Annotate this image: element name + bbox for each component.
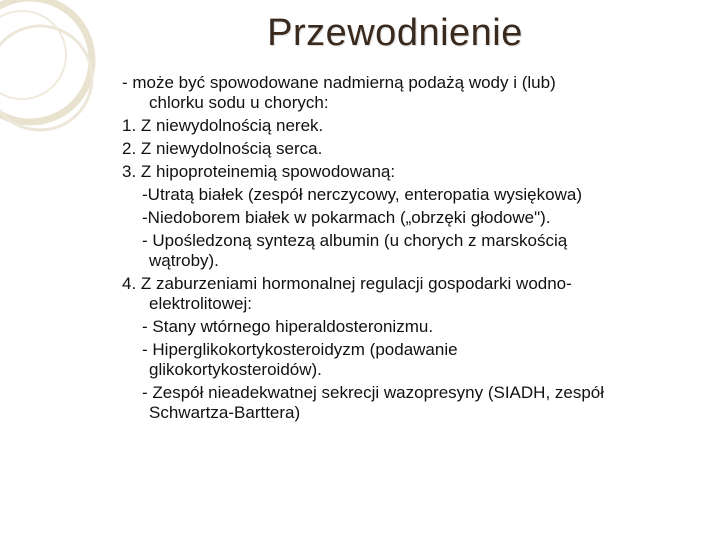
body-line: glikokortykosteroidów). [149, 360, 322, 379]
slide-body [122, 73, 702, 423]
body-line: 2. Z niewydolnością serca. [122, 139, 323, 158]
body-line: -Utratą białek (zespół nerczycowy, enteropatia wysiękowa) [142, 185, 582, 204]
body-line: -Niedoborem białek w pokarmach („obrzęki głodowe"). [142, 208, 551, 227]
body-line: wątroby). [149, 251, 219, 270]
body-line: 3. Z hipoproteinemią spowodowaną: [122, 162, 396, 181]
slide-title: Przewodnienie [267, 12, 523, 54]
body-line: - Zespół nieadekwatnej sekrecji wazopresyny (SIADH, zespół [142, 383, 605, 402]
body-line: chlorku sodu u chorych: [149, 93, 329, 112]
body-line: elektrolitowej: [149, 294, 252, 313]
body-line: - Hiperglikokortykosteroidyzm (podawanie [142, 340, 458, 359]
body-line: - Stany wtórnego hiperaldosteronizmu. [142, 317, 434, 336]
body-line: 4. Z zaburzeniami hormonalnej regulacji gospodarki wodno- [122, 274, 572, 293]
body-line: Schwartza-Barttera) [149, 403, 301, 422]
body-line: - może być spowodowane nadmierną podażą wody i (lub) [122, 73, 556, 92]
body-line: - Upośledzoną syntezą albumin (u chorych z marskością [142, 231, 568, 250]
body-line: 1. Z niewydolnością nerek. [122, 116, 324, 135]
